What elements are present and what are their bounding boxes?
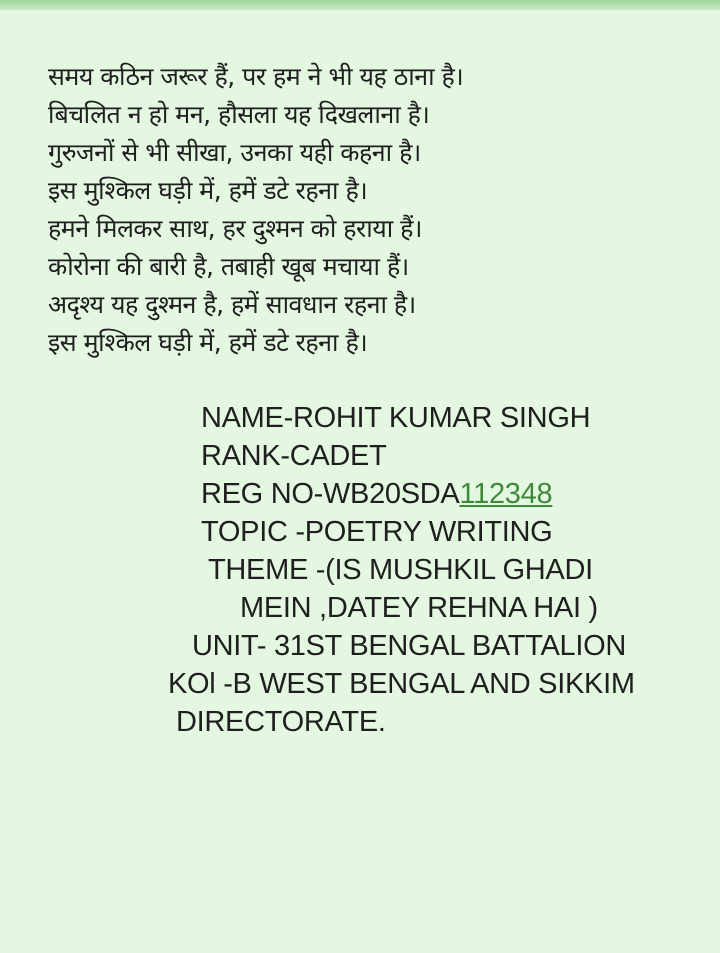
- theme-line-2: MEIN ,DATEY REHNA HAI ): [240, 592, 598, 624]
- rank-line: RANK-CADET: [201, 440, 387, 472]
- top-accent-bar: [0, 0, 720, 10]
- poem-line: गुरुजनों से भी सीखा, उनका यही कहना है।: [48, 138, 421, 167]
- directorate-line: DIRECTORATE.: [176, 706, 386, 738]
- poem-line: हमने मिलकर साथ, हर दुश्मन को हराया हैं।: [48, 214, 422, 243]
- poem-line: कोरोना की बारी है, तबाही खूब मचाया हैं।: [48, 252, 409, 281]
- theme-line-1: THEME -(IS MUSHKIL GHADI: [208, 554, 593, 586]
- reg-no-line: [201, 475, 552, 513]
- poem-line: समय कठिन जरूर हैं, पर हम ने भी यह ठाना है।: [48, 62, 464, 91]
- reg-no-prefix: REG NO-WB20SDA: [201, 478, 460, 510]
- unit-line: UNIT- 31ST BENGAL BATTALION: [192, 630, 626, 662]
- poem-line: बिचलित न हो मन, हौसला यह दिखलाना है।: [48, 100, 430, 129]
- name-line: NAME-ROHIT KUMAR SINGH: [201, 402, 591, 434]
- topic-line: TOPIC -POETRY WRITING: [201, 516, 553, 548]
- poem: [48, 58, 708, 362]
- poem-line: इस मुश्किल घड़ी में, हमें डटे रहना है।: [48, 176, 368, 205]
- reg-number-link[interactable]: 112348: [459, 478, 553, 510]
- koi-line: KOl -B WEST BENGAL AND SIKKIM: [168, 668, 635, 700]
- poem-line: इस मुश्किल घड़ी में, हमें डटे रहना है।: [48, 328, 368, 357]
- poem-line: अदृश्य यह दुश्मन है, हमें सावधान रहना है।: [48, 290, 416, 319]
